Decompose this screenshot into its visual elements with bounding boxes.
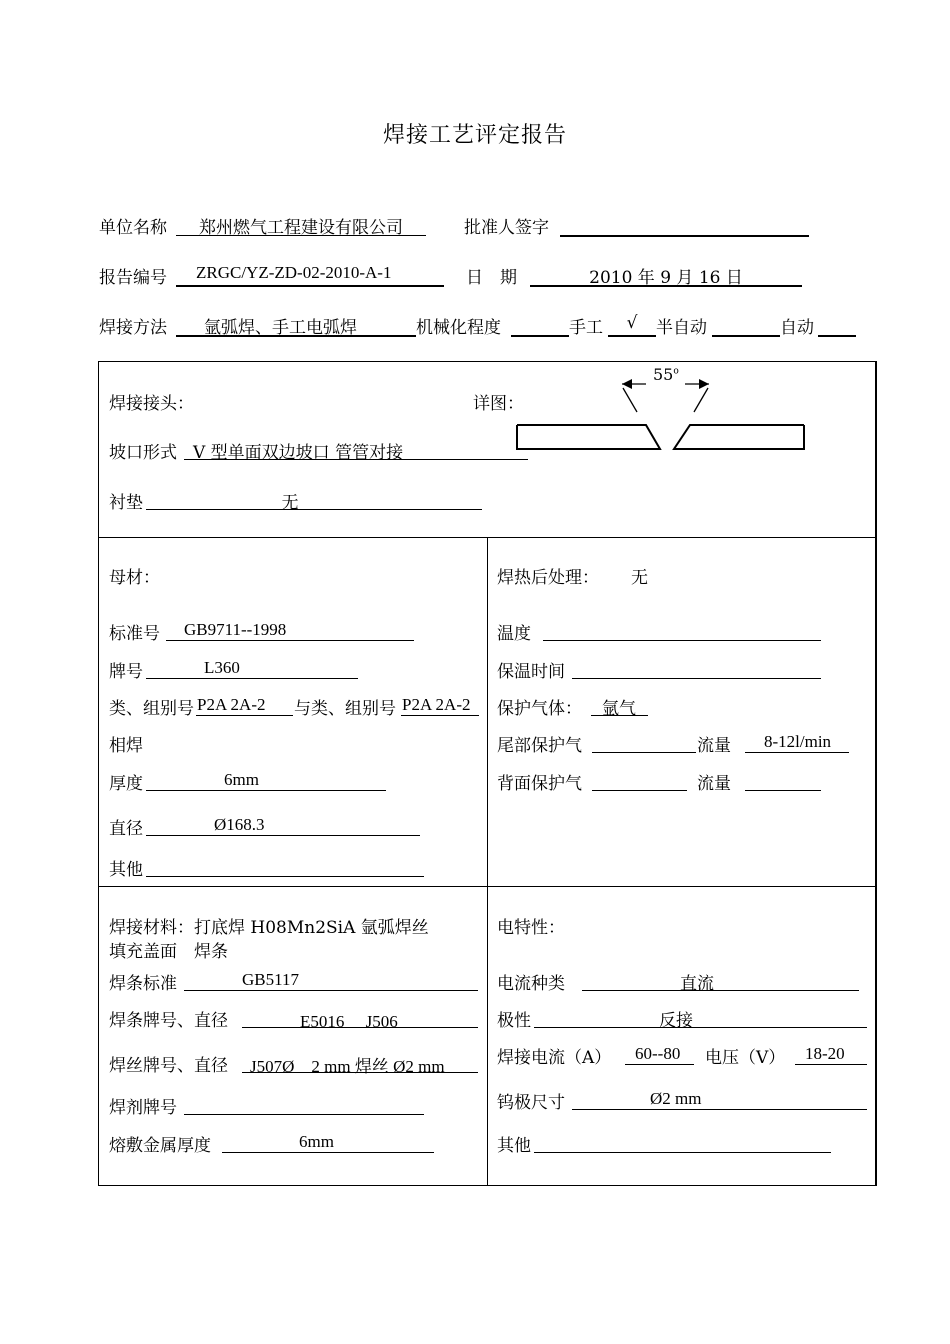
backing-underline	[146, 509, 482, 510]
joint-label: 焊接接头：	[109, 394, 194, 414]
flux-label: 焊剂牌号	[109, 1098, 177, 1118]
approver-signature-line	[560, 235, 809, 237]
method-value: 氩弧焊、手工电弧焊	[204, 318, 357, 338]
flow-label: 流量	[697, 736, 731, 756]
semi-auto-underline	[712, 335, 780, 337]
thickness-value: 6mm	[224, 770, 259, 789]
rod-std-label: 焊条标准	[109, 974, 177, 994]
electric-title: 电特性：	[497, 918, 565, 938]
class-underline	[196, 715, 293, 716]
mech-label: 机械化程度	[416, 318, 501, 338]
backing-label: 衬垫	[109, 493, 143, 513]
auto-label: 自动	[780, 318, 814, 338]
polarity-label: 极性	[497, 1011, 531, 1031]
electric-other-underline	[534, 1152, 831, 1153]
grade-value: L360	[204, 658, 240, 677]
filler-material-line2: 填充盖面 焊条	[109, 942, 228, 962]
report-no-value: ZRGC/YZ-ZD-02-2010-A-1	[196, 263, 392, 282]
unit-underline	[176, 235, 426, 236]
std-label: 标准号	[109, 624, 160, 644]
current-type-value: 直流	[680, 974, 714, 994]
detail-label: 详图：	[473, 394, 524, 414]
base-other-label: 其他	[109, 860, 143, 880]
gas-value: 氩气	[602, 699, 636, 719]
tail-gas-label: 尾部保护气	[497, 736, 582, 756]
base-metal-title: 母材：	[109, 568, 160, 588]
pwht-title: 焊热后处理：	[497, 568, 599, 588]
std-value: GB9711--1998	[184, 620, 287, 639]
electric-other-label: 其他	[497, 1136, 531, 1156]
manual-underline	[608, 335, 656, 337]
rod-grade-value: E5016 J506	[300, 1012, 398, 1031]
tungsten-label: 钨极尺寸	[497, 1093, 565, 1113]
with-value: P2A 2A-2	[402, 695, 471, 714]
rod-std-underline	[184, 990, 478, 991]
temp-label: 温度	[497, 624, 531, 644]
date-value: 2010 年 9 月 16 日	[589, 268, 743, 288]
gas-underline	[591, 715, 648, 716]
wire-grade-label: 焊丝牌号、直径	[109, 1056, 228, 1076]
flow2-underline	[745, 790, 821, 791]
date-underline	[530, 285, 802, 287]
tungsten-value: Ø2 mm	[650, 1089, 702, 1108]
volt-label: 电压（V）	[705, 1048, 786, 1068]
wire-grade-value: J507Ø 2 mm 焊丝 Ø2 mm	[250, 1057, 445, 1076]
temp-underline	[543, 640, 821, 641]
pwht-value: 无	[631, 568, 648, 588]
groove-underline	[184, 459, 528, 460]
class-label: 类、组别号	[109, 699, 194, 719]
angle-label: 55$^o$	[653, 365, 679, 384]
report-no-label: 报告编号	[99, 268, 167, 288]
auto-underline	[818, 335, 856, 337]
page-title: 焊接工艺评定报告	[382, 123, 567, 148]
polarity-underline	[534, 1027, 867, 1028]
table-right-border	[875, 361, 877, 1186]
diameter-label: 直径	[109, 819, 143, 839]
unit-label: 单位名称	[99, 218, 167, 238]
manual-check: √	[626, 313, 638, 333]
current-type-label: 电流种类	[497, 974, 565, 994]
tail-gas-underline	[592, 752, 696, 753]
thickness-underline	[146, 790, 386, 791]
grade-underline	[146, 678, 358, 679]
diameter-underline	[146, 835, 420, 836]
groove-detail-drawing	[510, 370, 810, 460]
mech-underline	[511, 335, 569, 337]
with-underline	[401, 715, 479, 716]
flux-underline	[184, 1114, 424, 1115]
rod-grade-underline	[242, 1027, 478, 1028]
with-label: 与类、组别号	[294, 699, 396, 719]
filler-material-label: 焊接材料：打底焊 H08Mn2SiA 氩弧焊丝	[109, 918, 429, 938]
std-underline	[166, 640, 414, 641]
grade-label: 牌号	[109, 662, 143, 682]
flow-underline	[745, 752, 849, 753]
wire-grade-underline	[242, 1072, 478, 1073]
column-divider	[487, 537, 488, 1186]
rod-grade-label: 焊条牌号、直径	[109, 1011, 228, 1031]
gas-label: 保护气体：	[497, 699, 582, 719]
hold-time-underline	[572, 678, 821, 679]
method-label: 焊接方法	[99, 318, 167, 338]
deposit-underline	[222, 1152, 434, 1153]
manual-label: 手工	[569, 318, 603, 338]
groove-value: V 型单面双边坡口 管管对接	[193, 443, 404, 463]
amp-label: 焊接电流（A）	[497, 1048, 612, 1068]
deposit-label: 熔敷金属厚度	[109, 1136, 211, 1156]
flow-value: 8-12l/min	[764, 732, 832, 751]
rod-std-value: GB5117	[242, 970, 299, 989]
class-value: P2A 2A-2	[197, 695, 266, 714]
groove-label: 坡口形式	[109, 443, 177, 463]
diameter-value: Ø168.3	[214, 815, 265, 834]
base-other-underline	[146, 876, 424, 877]
unit-value: 郑州燃气工程建设有限公司	[199, 218, 403, 238]
table-top-border	[98, 361, 877, 362]
amp-underline	[625, 1064, 694, 1065]
flow2-label: 流量	[697, 774, 731, 794]
weld-label: 相焊	[109, 736, 143, 756]
current-type-underline	[582, 990, 859, 991]
volt-underline	[795, 1064, 867, 1065]
volt-value: 18-20	[805, 1044, 845, 1063]
tungsten-underline	[572, 1109, 867, 1110]
approver-label: 批准人签字	[464, 218, 549, 238]
method-underline	[176, 335, 416, 337]
backing-value: 无	[281, 493, 299, 513]
back-gas-label: 背面保护气	[497, 774, 582, 794]
amp-value: 60--80	[635, 1044, 681, 1063]
table-left-border	[98, 361, 99, 1186]
hold-time-label: 保温时间	[497, 662, 565, 682]
polarity-value: 反接	[659, 1011, 693, 1031]
thickness-label: 厚度	[109, 774, 143, 794]
deposit-value: 6mm	[299, 1132, 334, 1151]
date-label: 日 期	[466, 268, 517, 288]
back-gas-underline	[592, 790, 687, 791]
semi-auto-label: 半自动	[656, 318, 707, 338]
report-no-underline	[176, 285, 444, 287]
